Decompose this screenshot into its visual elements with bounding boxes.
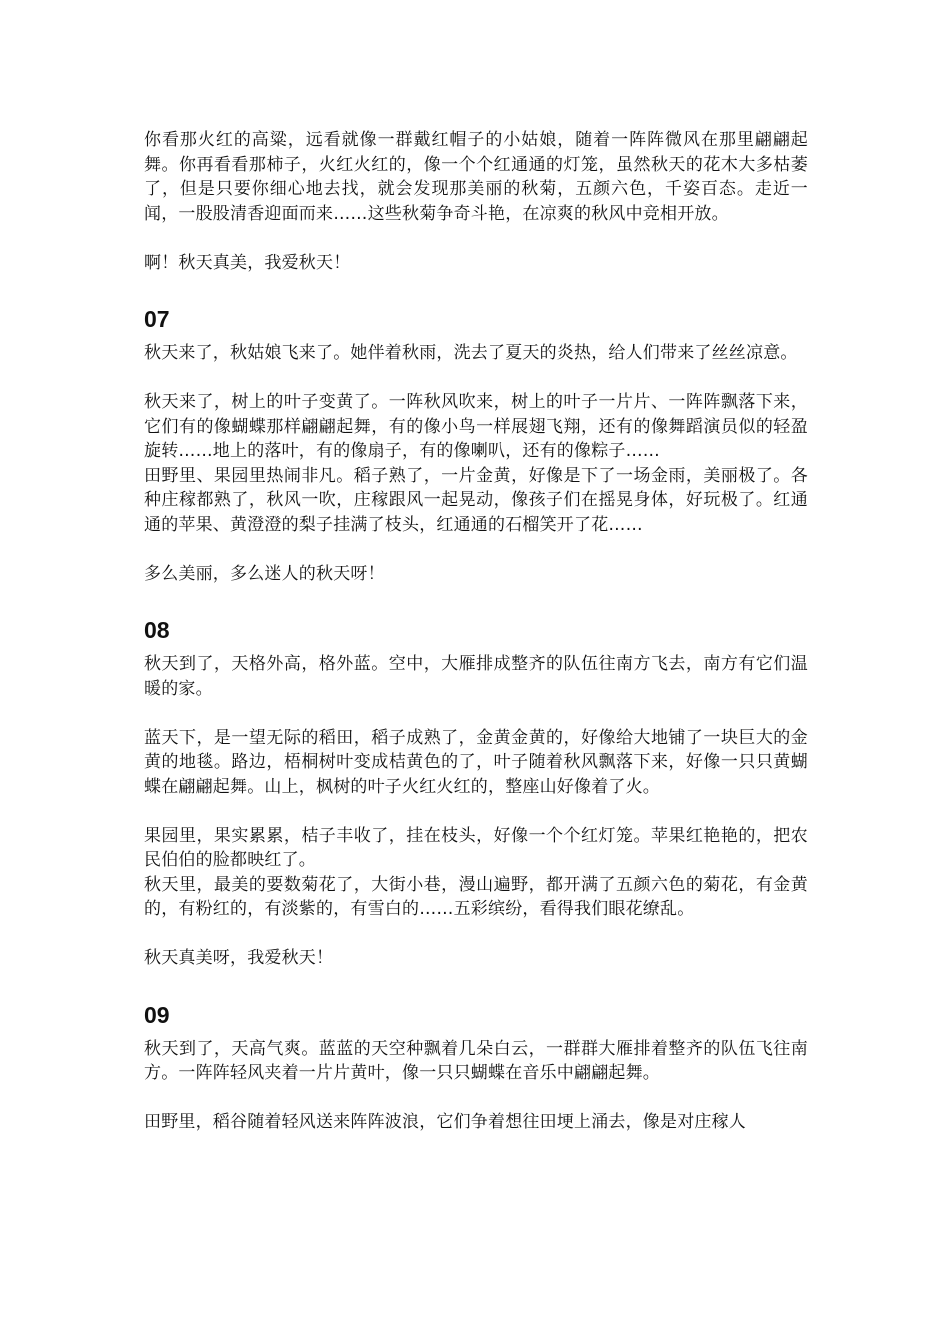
paragraph: 秋天来了，秋姑娘飞来了。她伴着秋雨，洗去了夏天的炎热，给人们带来了丝丝凉意。: [144, 343, 798, 363]
blank-line: [144, 1086, 808, 1111]
paragraph: 秋天到了，天高气爽。蓝蓝的天空种飘着几朵白云，一群群大雁排着整齐的队伍飞往南方。一阵阵轻风夹着一片片黄叶，像一只只蝴蝶在音乐中翩翩起舞。: [144, 1038, 808, 1083]
blank-line: [144, 922, 808, 947]
paragraph: 你看那火红的高粱，远看就像一群戴红帽子的小姑娘，随着一阵阵微风在那里翩翩起舞。你再看看那柿子，火红火红的，像一个个红通通的灯笼，虽然秋天的花木大多枯萎了，但是只要你细心地去找，就会发现那美丽的秋菊，五颜六色，千姿百态。走近一闻，一股股清香迎面而来……这些秋菊争奇斗艳，在凉爽的秋风中竞相开放。: [144, 130, 808, 224]
paragraph: 田野里、果园里热闹非凡。稻子熟了，一片金黄，好像是下了一场金雨，美丽极了。各种庄稼都熟了，秋风一吹，庄稼跟风一起晃动，像孩子们在摇晃身体，好玩极了。红通通的苹果、黄澄澄的梨子挂满了枝头，红通通的石榴笑开了花……: [144, 465, 808, 535]
document-page: [144, 128, 808, 1135]
paragraph: 蓝天下，是一望无际的稻田，稻子成熟了，金黄金黄的，好像给大地铺了一块巨大的金黄的地毯。路边，梧桐树叶变成桔黄色的了，叶子随着秋风飘落下来，好像一只只黄蝴蝶在翩翩起舞。山上，枫树的叶子火红火红的，整座山好像着了火。: [144, 727, 808, 797]
blank-line: [144, 537, 808, 562]
section-heading-07: 07: [144, 306, 170, 332]
paragraph: 田野里，稻谷随着轻风送来阵阵波浪，它们争着想往田埂上涌去，像是对庄稼人: [144, 1112, 746, 1132]
paragraph: 秋天真美呀，我爱秋天！: [144, 948, 334, 968]
blank-line: [144, 701, 808, 726]
paragraph: 啊！秋天真美，我爱秋天！: [144, 252, 351, 273]
paragraph: 秋天到了，天格外高，格外蓝。空中，大雁排成整齐的队伍往南方飞去，南方有它们温暖的家。: [144, 654, 808, 699]
section-heading-09: 09: [144, 1001, 170, 1028]
blank-line: [144, 799, 808, 824]
paragraph: 秋天来了，树上的叶子变黄了。一阵秋风吹来，树上的叶子一片片、一阵阵飘落下来，它们有的像蝴蝶那样翩翩起舞，有的像小鸟一样展翅飞翔，还有的像舞蹈演员似的轻盈旋转……地上的落叶，有的像扇子，有的像喇叭，还有的像粽子……: [144, 392, 808, 461]
paragraph: 秋天里，最美的要数菊花了，大街小巷，漫山遍野，都开满了五颜六色的菊花，有金黄的，有粉红的，有淡紫的，有雪白的……五彩缤纷，看得我们眼花缭乱。: [144, 874, 808, 919]
paragraph: 多么美丽，多么迷人的秋天呀！: [144, 563, 385, 584]
blank-line: [144, 366, 808, 391]
paragraph: 果园里，果实累累，桔子丰收了，挂在枝头，好像一个个红灯笼。苹果红艳艳的，把农民伯伯的脸都映红了。: [144, 825, 808, 870]
section-heading-08: 08: [144, 617, 170, 643]
